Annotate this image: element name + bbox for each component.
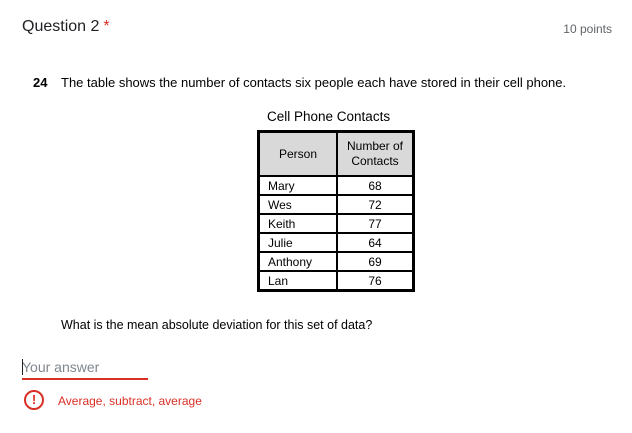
text-caret <box>22 359 23 375</box>
contacts-table <box>257 130 415 292</box>
contacts-cell: 68 <box>337 176 414 195</box>
contacts-cell: 64 <box>337 233 414 252</box>
table-row <box>259 233 414 252</box>
table-row <box>259 271 414 291</box>
exclamation-circle-icon: ! <box>24 390 44 410</box>
question-header <box>22 18 612 40</box>
header-person: Person <box>259 132 338 177</box>
required-asterisk: * <box>103 18 110 35</box>
table-row <box>259 176 414 195</box>
contacts-cell: 72 <box>337 195 414 214</box>
problem-image <box>33 75 608 337</box>
person-cell: Julie <box>259 233 338 252</box>
points-label: 10 points <box>563 22 612 36</box>
person-cell: Keith <box>259 214 338 233</box>
table-row <box>259 214 414 233</box>
question-title-text: Question 2 <box>22 18 100 35</box>
person-cell: Lan <box>259 271 338 291</box>
person-cell: Anthony <box>259 252 338 271</box>
problem-question: What is the mean absolute deviation for this set of data? <box>61 318 373 332</box>
contacts-cell: 69 <box>337 252 414 271</box>
contacts-cell: 77 <box>337 214 414 233</box>
problem-number: 24 <box>33 75 48 90</box>
person-cell: Wes <box>259 195 338 214</box>
problem-prompt: The table shows the number of contacts six people each have stored in their cell phone. <box>61 75 567 90</box>
table-title: Cell Phone Contacts <box>267 109 391 124</box>
table-row <box>259 252 414 271</box>
answer-input[interactable] <box>22 356 148 380</box>
contacts-cell: 76 <box>337 271 414 291</box>
person-cell: Mary <box>259 176 338 195</box>
table-header-row <box>259 132 414 177</box>
header-contacts: Number of Contacts <box>337 132 414 177</box>
error-message: Average, subtract, average <box>58 394 202 408</box>
question-title <box>22 18 110 36</box>
table-row <box>259 195 414 214</box>
